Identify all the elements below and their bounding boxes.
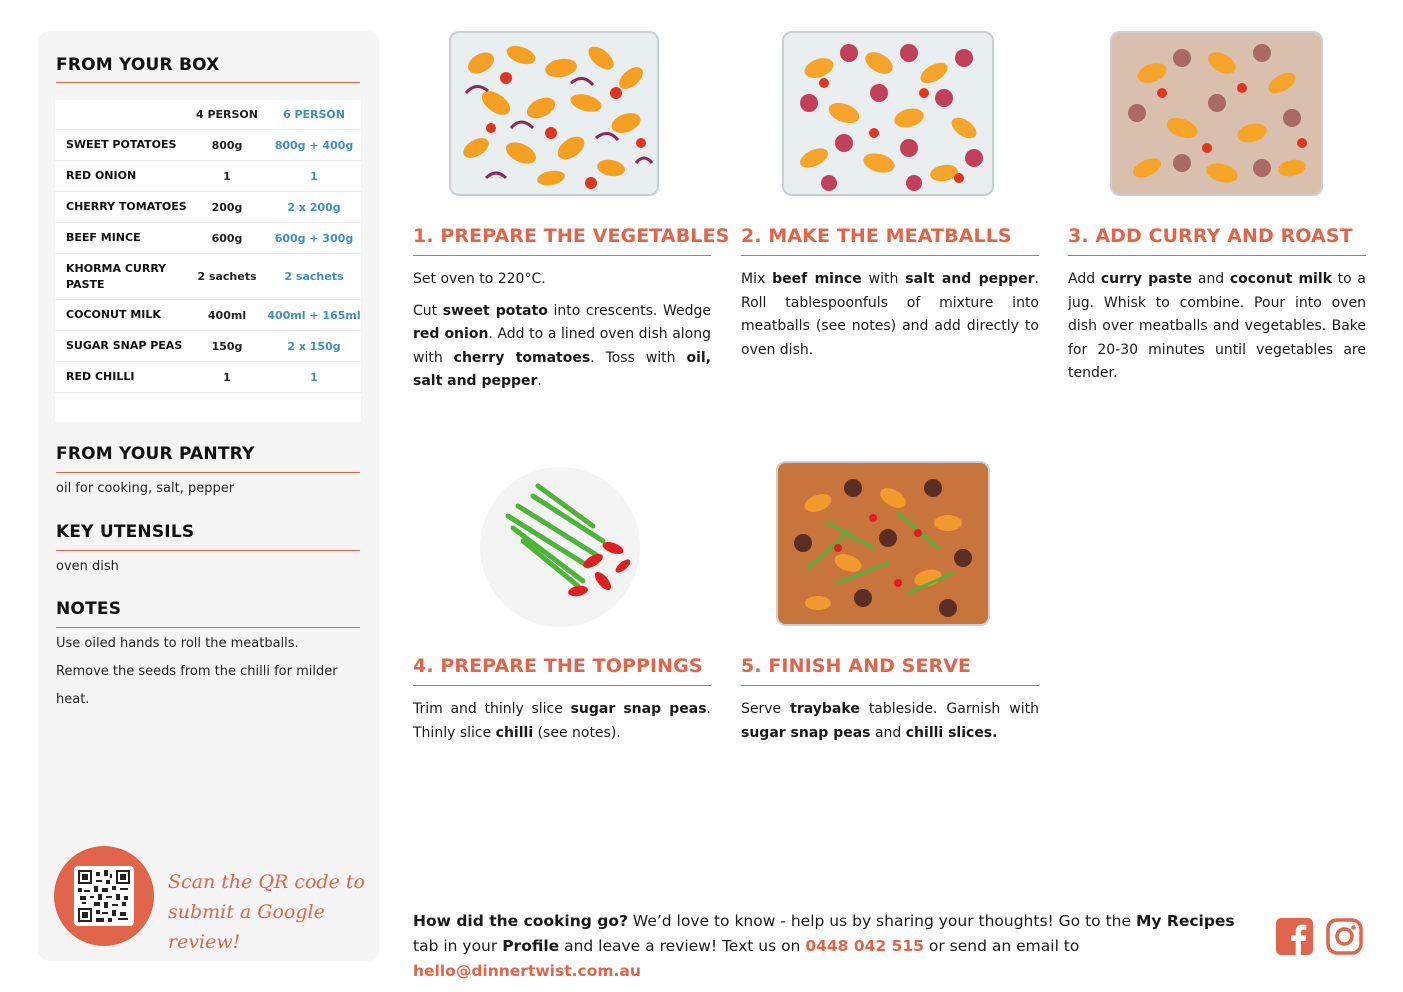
key-utensils-title: KEY UTENSILS: [56, 522, 195, 542]
ingredient-highlight: chilli slices.: [905, 724, 998, 741]
header-4-person: 4 PERSON: [195, 108, 258, 121]
ingredient-name: BEEF MINCE: [66, 231, 141, 244]
step-4-body: [413, 698, 711, 753]
footer-profile: Profile: [502, 937, 560, 955]
email-link[interactable]: hello@dinnertwist.com.au: [413, 962, 641, 980]
ingredient-name: SUGAR SNAP PEAS: [66, 339, 183, 352]
notes-rule: [56, 627, 360, 628]
footer-question: How did the cooking go?: [413, 912, 628, 930]
ingredient-highlight: beef mince: [772, 271, 862, 287]
qty-6-person: 2 x 150g: [287, 339, 341, 353]
phone-link[interactable]: 0448 042 515: [805, 937, 924, 955]
qty-4-person: 150g: [211, 339, 243, 353]
ingredient-name: COCONUT MILK: [66, 308, 161, 321]
step-paragraph: Set oven to 220°C.: [413, 271, 546, 287]
step-1-rule: [413, 255, 711, 256]
ingredient-highlight: red onion: [413, 326, 489, 342]
qty-6-person: 400ml + 165ml: [267, 308, 361, 322]
qty-4-person: 800g: [211, 138, 243, 152]
from-your-pantry-title: FROM YOUR PANTRY: [56, 444, 255, 464]
ingredient-highlight: cherry tomatoes: [453, 349, 591, 366]
step-4-rule: [413, 685, 711, 686]
table-row: [55, 362, 361, 393]
ingredient-name: RED ONION: [66, 169, 137, 182]
step-paragraph: Trim and thinly slice sugar snap peas. Thinly slice chilli (see notes).: [413, 701, 711, 741]
footer-my-recipes: My Recipes: [1135, 912, 1235, 930]
qr-caption-line2: submit a Google review!: [168, 901, 325, 953]
table-row: [55, 130, 361, 161]
step-3-rule: [1068, 255, 1366, 256]
ingredient-highlight: sweet potato: [442, 302, 548, 319]
step-3-image: [1110, 31, 1323, 196]
table-row: [55, 161, 361, 192]
ingredient-name: RED CHILLI: [66, 370, 135, 383]
pantry-text: oil for cooking, salt, pepper: [56, 481, 235, 496]
step-5-rule: [741, 685, 1039, 686]
step-paragraph: Serve traybake tableside. Garnish with sugar snap peas and chilli slices.: [741, 701, 1039, 741]
step-3-body: [1068, 268, 1366, 394]
qty-4-person: 1: [223, 169, 231, 183]
ingredients-table: [55, 100, 361, 422]
qty-6-person: 1: [310, 169, 318, 183]
footer-text-4: or send an email to: [923, 937, 1080, 955]
step-5-body: [741, 698, 1039, 753]
step-2-title: 2. MAKE THE MEATBALLS: [741, 225, 1012, 247]
qty-4-person: 2 sachets: [197, 270, 257, 283]
from-your-box-title: FROM YOUR BOX: [56, 55, 220, 75]
step-paragraph: Cut sweet potato into crescents. Wedge red onion. Add to a lined oven dish along with cherry tomatoes. Toss with oil, salt and pepper.: [413, 302, 711, 389]
step-1-body: [413, 268, 711, 402]
facebook-icon[interactable]: [1276, 918, 1313, 955]
qty-6-person: 2 x 200g: [287, 200, 341, 214]
qr-badge: [54, 846, 154, 946]
from-your-pantry-rule: [56, 472, 360, 473]
table-row: [55, 223, 361, 254]
qr-code-icon[interactable]: [74, 866, 134, 926]
ingredient-highlight: sugar snap peas: [741, 724, 871, 741]
qty-4-person: 200g: [211, 200, 243, 214]
note-item: Remove the seeds from the chilli for milder heat.: [56, 664, 338, 707]
qty-6-person: 600g + 300g: [274, 231, 354, 245]
step-2-image: [782, 31, 994, 196]
qty-4-person: 1: [223, 370, 231, 384]
from-your-box-rule: [56, 82, 360, 83]
qr-caption: [168, 867, 368, 957]
table-row: [55, 254, 361, 300]
ingredient-name: SWEET POTATOES: [66, 138, 177, 151]
step-3-title: 3. ADD CURRY AND ROAST: [1068, 225, 1353, 247]
qty-6-person: 1: [310, 370, 318, 384]
notes-title: NOTES: [56, 599, 122, 619]
ingredient-highlight: traybake: [790, 701, 860, 717]
step-paragraph: Add curry paste and coconut milk to a jug. Whisk to combine. Pour into oven dish over meatballs and vegetables. Bake for 20-30 minutes until vegetables are tender.: [1068, 271, 1366, 381]
step-4-image: [478, 466, 643, 628]
header-6-person: 6 PERSON: [282, 108, 345, 121]
footer-text-1: We’d love to know - help us by sharing your thoughts! Go to the: [627, 912, 1136, 930]
ingredient-highlight: coconut milk: [1229, 271, 1332, 287]
qty-4-person: 600g: [211, 231, 243, 245]
step-2-body: [741, 268, 1039, 370]
qty-6-person: 800g + 400g: [274, 138, 354, 152]
ingredients-sidebar: [38, 31, 379, 961]
step-paragraph: Mix beef mince with salt and pepper. Roll tablespoonfuls of mixture into meatballs (see notes) and add directly to oven dish.: [741, 271, 1039, 358]
ingredient-highlight: sugar snap peas: [570, 701, 707, 717]
key-utensils-rule: [56, 550, 360, 551]
ingredient-highlight: salt and pepper: [905, 271, 1035, 287]
ingredient-highlight: curry paste: [1100, 271, 1193, 287]
table-row: [55, 331, 361, 362]
review-footer: [413, 909, 1263, 984]
ingredient-highlight: oil, salt and pepper: [413, 349, 711, 389]
ingredient-name: CHERRY TOMATOES: [66, 200, 187, 213]
utensils-text: oven dish: [56, 559, 119, 574]
ingredient-name: KHORMA CURRY PASTE: [66, 261, 167, 291]
note-item: Use oiled hands to roll the meatballs.: [56, 636, 299, 651]
step-4-title: 4. PREPARE THE TOPPINGS: [413, 655, 703, 677]
qty-4-person: 400ml: [207, 308, 247, 322]
instagram-icon[interactable]: [1326, 918, 1363, 955]
table-row: [55, 192, 361, 223]
table-header-row: [55, 100, 361, 130]
step-2-rule: [741, 255, 1039, 256]
ingredient-highlight: chilli: [495, 724, 534, 741]
qr-caption-line1: Scan the QR code to: [168, 871, 365, 893]
step-1-title: 1. PREPARE THE VEGETABLES: [413, 225, 730, 247]
table-row: [55, 300, 361, 331]
footer-text-3: and leave a review! Text us on: [559, 937, 806, 955]
step-5-image: [776, 461, 990, 626]
step-5-title: 5. FINISH AND SERVE: [741, 655, 972, 677]
footer-text-2: tab in your: [413, 937, 503, 955]
qty-6-person: 2 sachets: [284, 270, 344, 283]
step-1-image: [449, 31, 659, 196]
